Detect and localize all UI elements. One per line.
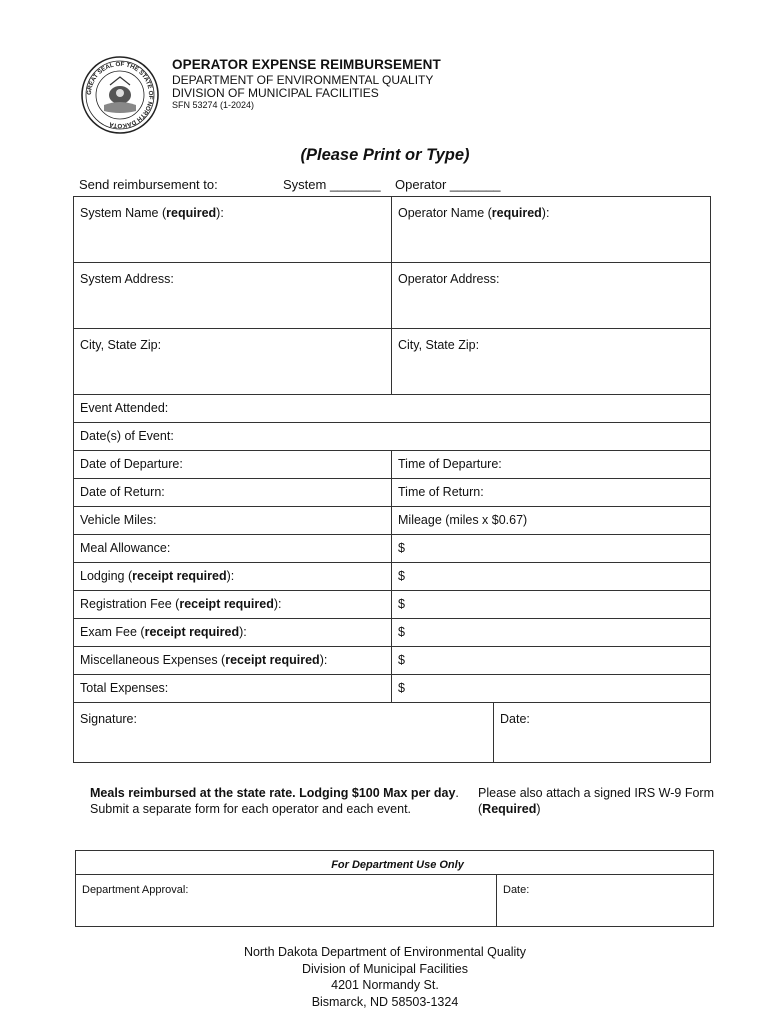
- operator-name-field[interactable]: [392, 197, 711, 263]
- label-end: ):: [216, 206, 224, 220]
- note-text: . Submit a separate form for each operator and each event.: [90, 786, 459, 817]
- division-name: DIVISION OF MUNICIPAL FACILITIES: [172, 85, 379, 100]
- lodging-amount[interactable]: [392, 563, 711, 591]
- label: Date of Return:: [80, 485, 165, 499]
- form-header: [172, 58, 441, 110]
- dollar-sign: $: [398, 625, 405, 639]
- label-end: ):: [226, 569, 235, 583]
- label: Department Approval:: [82, 884, 189, 896]
- vehicle-miles-field[interactable]: [74, 507, 392, 535]
- label: System Name (: [80, 206, 167, 220]
- dates-of-event-field[interactable]: [74, 423, 711, 451]
- label: Time of Return:: [398, 485, 484, 499]
- label: City, State Zip:: [398, 338, 480, 352]
- system-name-field[interactable]: [74, 197, 392, 263]
- label: Date of Departure:: [80, 457, 183, 471]
- operator-city-state-zip-field[interactable]: [392, 329, 711, 395]
- receipt-required-mark: receipt required: [179, 597, 274, 611]
- state-seal-icon: [80, 55, 160, 135]
- label: Time of Departure:: [398, 457, 502, 471]
- exam-fee-label: [74, 619, 392, 647]
- date-of-return-field[interactable]: [74, 479, 392, 507]
- department-name: DEPARTMENT OF ENVIRONMENTAL QUALITY: [172, 72, 434, 87]
- label: City, State Zip:: [80, 338, 162, 352]
- note-bold: Required: [482, 802, 537, 817]
- print-instructions: (Please Print or Type): [300, 146, 470, 164]
- label: Event Attended:: [80, 401, 169, 415]
- send-to-label: Send reimbursement to:: [79, 177, 218, 192]
- signature-date-field[interactable]: [494, 703, 711, 763]
- expense-form-table: [73, 196, 711, 763]
- signature-field[interactable]: [74, 703, 494, 763]
- footer-address: [0, 944, 770, 1010]
- receipt-required-mark: receipt required: [225, 653, 320, 667]
- lodging-label: [74, 563, 392, 591]
- misc-expenses-label: [74, 647, 392, 675]
- label: Total Expenses:: [80, 681, 169, 695]
- label: System Address:: [80, 272, 174, 286]
- total-expenses-amount[interactable]: [392, 675, 711, 703]
- required-mark: required: [166, 206, 217, 220]
- label: Vehicle Miles:: [80, 513, 157, 527]
- send-to-operator-option[interactable]: Operator _______: [395, 177, 501, 192]
- label: Date(s) of Event:: [80, 429, 174, 443]
- reimbursement-note: [90, 785, 460, 818]
- label: Miscellaneous Expenses (: [80, 653, 226, 667]
- label: Exam Fee (: [80, 625, 145, 639]
- system-city-state-zip-field[interactable]: [74, 329, 392, 395]
- label: Lodging (: [80, 569, 133, 583]
- operator-address-field[interactable]: [392, 263, 711, 329]
- note-end: ): [536, 802, 541, 817]
- seal-text: GREAT SEAL OF THE STATE OF NORTH DAKOTA: [85, 60, 155, 130]
- meal-allowance-amount[interactable]: [392, 535, 711, 563]
- dollar-sign: $: [398, 569, 405, 583]
- misc-expenses-amount[interactable]: [392, 647, 711, 675]
- footer-line: 4201 Normandy St.: [331, 978, 439, 992]
- department-use-heading: For Department Use Only: [76, 851, 714, 875]
- footer-line: Division of Municipal Facilities: [301, 961, 469, 976]
- label-end: ):: [319, 653, 328, 667]
- dollar-sign: $: [398, 597, 405, 611]
- receipt-required-mark: receipt required: [144, 625, 240, 639]
- label: Registration Fee (: [80, 597, 180, 611]
- label: Meal Allowance:: [80, 541, 171, 555]
- label: Date:: [500, 712, 530, 726]
- mileage-field[interactable]: [392, 507, 711, 535]
- label-end: ):: [541, 206, 550, 220]
- form-number: SFN 53274 (1-2024): [172, 99, 255, 110]
- department-approval-field[interactable]: [76, 875, 497, 927]
- date-of-departure-field[interactable]: [74, 451, 392, 479]
- footer-line: Bismarck, ND 58503-1324: [311, 994, 459, 1009]
- dollar-sign: $: [398, 681, 405, 695]
- department-date-field[interactable]: [497, 875, 714, 927]
- label-end: ):: [273, 597, 282, 611]
- label-end: ):: [239, 625, 247, 639]
- time-of-return-field[interactable]: [392, 479, 711, 507]
- total-expenses-label: [74, 675, 392, 703]
- label: Signature:: [80, 712, 137, 726]
- note-bold: Meals reimbursed at the state rate. Lodging $100 Max per day: [90, 786, 456, 800]
- send-to-system-option[interactable]: System _______: [283, 177, 381, 192]
- event-attended-field[interactable]: [74, 395, 711, 423]
- label: Mileage (miles x $0.67): [398, 513, 528, 527]
- system-address-field[interactable]: [74, 263, 392, 329]
- footer-line: North Dakota Department of Environmental Quality: [243, 945, 527, 959]
- label: Operator Name (: [398, 206, 492, 220]
- label: Operator Address:: [398, 272, 500, 286]
- exam-fee-amount[interactable]: [392, 619, 711, 647]
- form-title: OPERATOR EXPENSE REIMBURSEMENT: [172, 57, 441, 72]
- required-mark: required: [491, 206, 542, 220]
- label: Date:: [503, 884, 530, 896]
- note-text: Please also attach a signed IRS W-9 Form (: [478, 786, 714, 817]
- receipt-required-mark: receipt required: [132, 569, 227, 583]
- w9-note: [478, 785, 718, 818]
- time-of-departure-field[interactable]: [392, 451, 711, 479]
- dollar-sign: $: [398, 653, 405, 667]
- meal-allowance-label: [74, 535, 392, 563]
- dollar-sign: $: [398, 541, 405, 555]
- registration-fee-label: [74, 591, 392, 619]
- registration-fee-amount[interactable]: [392, 591, 711, 619]
- department-use-table: [75, 850, 714, 927]
